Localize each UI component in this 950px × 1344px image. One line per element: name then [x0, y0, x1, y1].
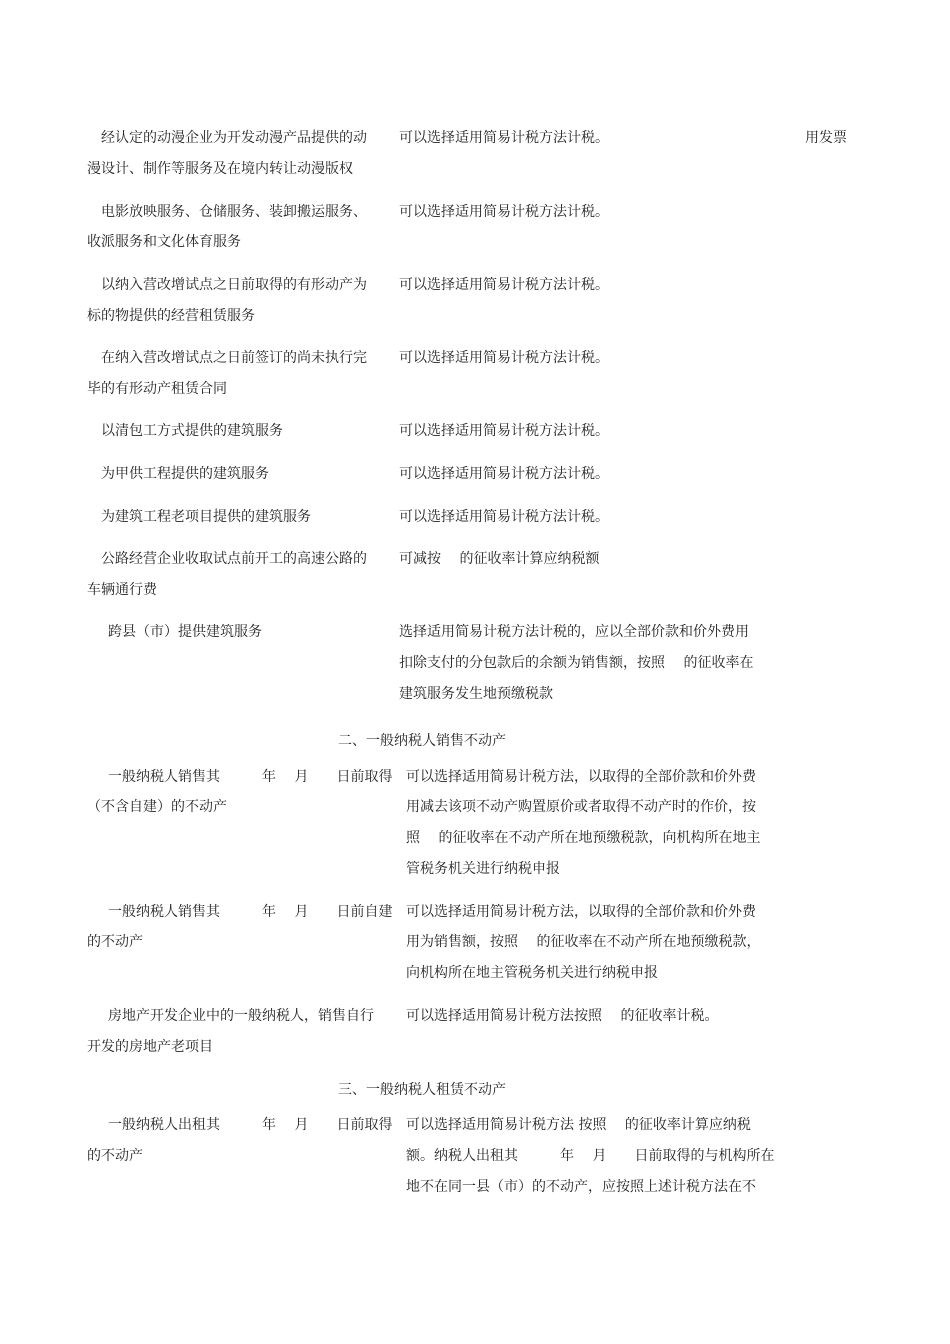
row-rule-line: 可以选择适用简易计税方法按照 的征收率计税。 — [406, 1008, 719, 1024]
row-desc-line: 的不动产 — [87, 934, 143, 950]
row-rule-line: 可以选择适用简易计税方法计税。 — [399, 466, 609, 482]
row-desc-line: 收派服务和文化体育服务 — [87, 234, 241, 250]
row-desc-line: 跨县（市）提供建筑服务 — [108, 624, 262, 640]
section-heading: 三、一般纳税人租赁不动产 — [338, 1082, 506, 1098]
row-desc-line: 为甲供工程提供的建筑服务 — [101, 466, 269, 482]
row-rule-line: 可以选择适用简易计税方法计税。 — [399, 350, 609, 366]
row-rule-line: 用减去该项不动产购置原价或者取得不动产时的作价，按 — [406, 799, 756, 815]
row-rule-line: 可以选择适用简易计税方法，以取得的全部价款和价外费 — [406, 769, 756, 785]
row-desc-line: 车辆通行费 — [87, 582, 157, 598]
row-desc-line: 公路经营企业收取试点前开工的高速公路的 — [101, 551, 367, 567]
row-rule-line: 用为销售额，按照 的征收率在不动产所在地预缴税款， — [406, 934, 761, 950]
row-rule-line: 管税务机关进行纳税申报 — [406, 861, 560, 877]
row-desc-line: 一般纳税人销售其 年 月 日前自建 — [108, 904, 393, 920]
row-rule-line: 地不在同一县（市）的不动产，应按照上述计税方法在不 — [406, 1179, 756, 1195]
row-rule-line: 扣除支付的分包款后的余额为销售额，按照 的征收率在 — [399, 655, 754, 671]
row-desc-line: 在纳入营改增试点之日前签订的尚未执行完 — [101, 350, 367, 366]
row-note: 用发票 — [805, 130, 847, 146]
row-rule-line: 可以选择适用简易计税方法计税。 — [399, 130, 609, 146]
row-desc-line: 房地产开发企业中的一般纳税人，销售自行 — [108, 1008, 374, 1024]
row-desc-line: 一般纳税人销售其 年 月 日前取得 — [108, 769, 393, 785]
section-heading: 二、一般纳税人销售不动产 — [338, 733, 506, 749]
row-rule-line: 可以选择适用简易计税方法 按照 的征收率计算应纳税 — [406, 1117, 751, 1133]
row-desc-line: （不含自建）的不动产 — [87, 799, 227, 815]
row-rule-line: 可减按 的征收率计算应纳税额 — [399, 551, 600, 567]
row-desc-line: 经认定的动漫企业为开发动漫产品提供的动 — [101, 130, 367, 146]
row-desc-line: 以清包工方式提供的建筑服务 — [101, 423, 283, 439]
row-rule-line: 可以选择适用简易计税方法计税。 — [399, 277, 609, 293]
row-desc-line: 一般纳税人出租其 年 月 日前取得 — [108, 1117, 393, 1133]
row-desc-line: 标的物提供的经营租赁服务 — [87, 308, 255, 324]
row-rule-line: 可以选择适用简易计税方法计税。 — [399, 423, 609, 439]
row-desc-line: 的不动产 — [87, 1148, 143, 1164]
row-rule-line: 选择适用简易计税方法计税的，应以全部价款和价外费用 — [399, 624, 749, 640]
row-rule-line: 向机构所在地主管税务机关进行纳税申报 — [406, 965, 658, 981]
row-desc-line: 为建筑工程老项目提供的建筑服务 — [101, 509, 311, 525]
row-desc-line: 以纳入营改增试点之日前取得的有形动产为 — [101, 277, 367, 293]
row-rule-line: 建筑服务发生地预缴税款 — [399, 686, 553, 702]
row-desc-line: 电影放映服务、仓储服务、装卸搬运服务、 — [101, 204, 367, 220]
row-rule-line: 照 的征收率在不动产所在地预缴税款，向机构所在地主 — [406, 830, 761, 846]
row-rule-line: 可以选择适用简易计税方法，以取得的全部价款和价外费 — [406, 904, 756, 920]
row-desc-line: 开发的房地产老项目 — [87, 1039, 213, 1055]
row-rule-line: 额。纳税人出租其 年 月 日前取得的与机构所在 — [406, 1148, 775, 1164]
row-rule-line: 可以选择适用简易计税方法计税。 — [399, 509, 609, 525]
row-rule-line: 可以选择适用简易计税方法计税。 — [399, 204, 609, 220]
row-desc-line: 毕的有形动产租赁合同 — [87, 381, 227, 397]
row-desc-line: 漫设计、制作等服务及在境内转让动漫版权 — [87, 161, 353, 177]
